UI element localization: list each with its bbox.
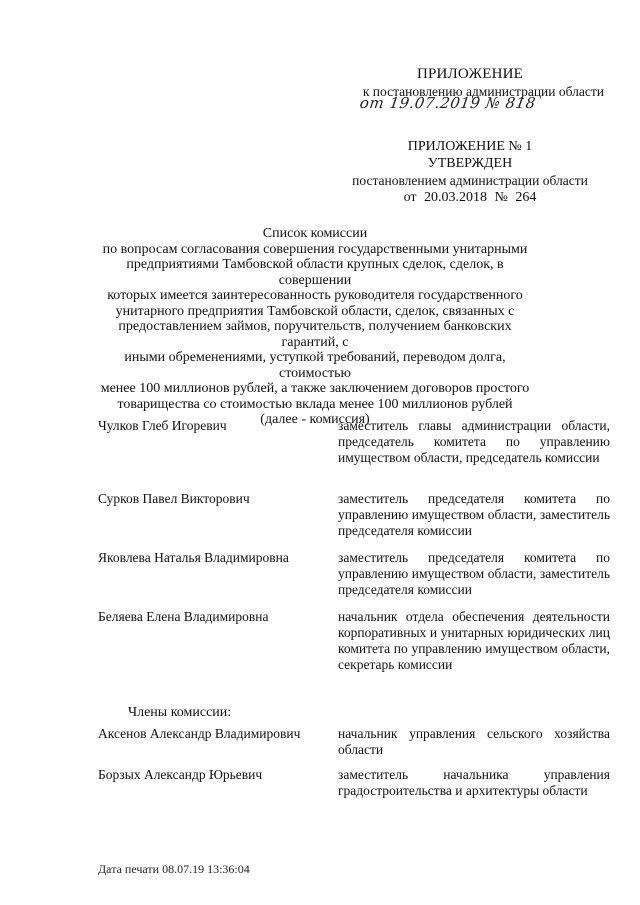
title-line: (далее - комиссия)	[260, 412, 370, 427]
member-name: Чулков Глеб Игоревич	[98, 418, 227, 433]
member-role: начальник отдела обеспечения деятельности корпоративных и унитарных юридических лиц комитета по управлению имуществом области, секретарь комиссии	[338, 609, 610, 672]
member-role: заместитель председателя комитета по управлению имуществом области, заместитель председателя комиссии	[338, 550, 610, 597]
member-role: заместитель начальника управления градостроительства и архитектуры области	[338, 767, 610, 798]
member-name: Яковлева Наталья Владимировна	[98, 550, 289, 565]
appendix-title: ПРИЛОЖЕНИЕ	[416, 66, 524, 82]
title-line: предприятиями Тамбовской области крупных сделок, сделок, в совершении	[126, 257, 504, 288]
appendix-number: ПРИЛОЖЕНИЕ № 1	[407, 139, 533, 154]
print-date: Дата печати 08.07.19 13:36:04	[98, 862, 250, 876]
decree-label: постановлением администрации области	[352, 173, 588, 188]
list-heading: Список комиссии	[262, 226, 368, 241]
title-line: по вопросам согласования совершения государственными унитарными	[102, 241, 528, 257]
commission-list-title	[90, 226, 540, 428]
decree-date-line: от 20.03.2018 № 264	[403, 190, 537, 205]
member-name: Сурков Павел Викторович	[98, 491, 250, 506]
title-line: менее 100 миллионов рублей, а также заключением договоров простого	[100, 381, 530, 396]
handwritten-date-number: от 19.07.2019 № 818	[358, 94, 538, 112]
member-role: заместитель председателя комитета по управлению имуществом области, заместитель председателя комиссии	[338, 491, 610, 538]
title-line: которых имеется заинтересованность руководителя государственного	[107, 288, 523, 303]
member-name: Борзых Александр Юрьевич	[98, 767, 263, 782]
member-name: Аксенов Александр Владимирович	[98, 726, 301, 741]
members-label: Члены комиссии:	[128, 705, 232, 720]
approval-block	[330, 138, 610, 206]
approved-label: УТВЕРЖДЕН	[427, 156, 513, 171]
appendix-subtitle: к постановлению администрации области	[362, 84, 604, 99]
member-role: заместитель главы администрации области, председатель комитета по управлению имуществом области, председатель комиссии	[338, 418, 610, 465]
title-line: предоставлением займов, поручительств, получением банковских гарантий, с	[118, 319, 512, 350]
title-line: унитарного предприятия Тамбовской области, сделок, связанных с	[115, 303, 515, 319]
member-role: начальник управления сельского хозяйства области	[338, 726, 610, 757]
title-line: иными обременениями, уступкой требований, переводом долга, стоимостью	[124, 350, 506, 381]
title-line: товарищества со стоимостью вклада менее 100 миллионов рублей	[117, 396, 513, 412]
member-name: Беляева Елена Владимировна	[98, 609, 269, 624]
